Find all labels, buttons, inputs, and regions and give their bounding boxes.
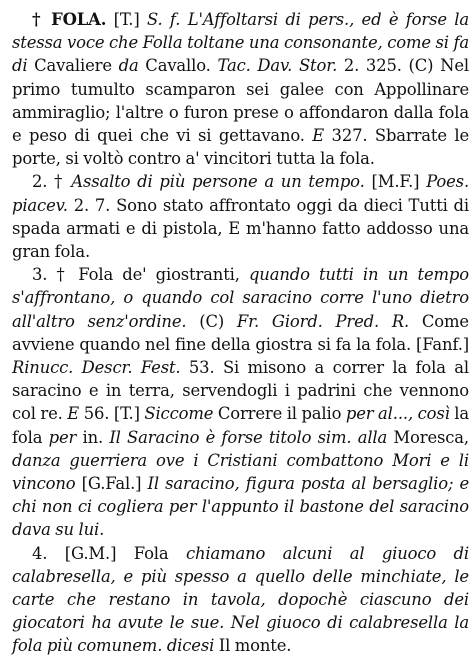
citation-text: 2. 325. (C) Nel primo tumulto scamparon sei galee con Appollinare ammiraglio; l'altre o furon prese o affondaron dalla fola e peso di quei che vi si gettavano. bbox=[12, 56, 469, 146]
citation-text: 2. 7. Sono stato affrontato oggi da dieci Tutti di spada armati e di pistola, E m'hanno fatto addosso una gran fola. bbox=[12, 195, 469, 262]
entry-sense-1: † FOLA. [T.] S. f. L'Affoltarsi di pers., ed è forse la stessa voce che Folla toltane una consonante, come si fa di Cavaliere da Cavallo. Tac. Dav. Stor. 2. 325. (C) Nel primo tumulto scamparon sei galee con Appollinare ammiraglio; l'altre o furon prese o affondaron dalla fola e peso di quei che vi si gettavano. E 327. Sbarrate le porte, si voltò contro a' vincitori tutta la fola. bbox=[12, 10, 469, 169]
citation-source: Tac. Dav. Stor. bbox=[217, 56, 338, 76]
sense-definition: S. f. L'Affoltarsi di pers., ed è forse la stessa voce che Folla toltane una consonante, come si fa di bbox=[12, 10, 469, 76]
citation-source: E bbox=[67, 404, 80, 424]
entry-sense-3: 3. † Fola de' giostranti, quando tutti in un tempo s'affrontano, o quando col saracino corre l'uno dietro all'altro senz'ordine. (C) Fr. Giord. Pred. R. Come avviene quando nel fine della giostra si fa la fola. [Fanf.] Rinucc. Descr. Fest. 53. Si misono a correr la fola al saracino e in terra, servendogli i padrini che vennono col re. E 56. [T.] Siccome Correre il palio per al..., così la fola per in. Il Saracino è forse titolo sim. alla Moresca, danza guerriera ove i Cristiani combattono Mori e li vincono [G.Fal.] Il saracino, figura posta al bersaglio; e chi non ci cogliera per l'appunto il bastone del saracino dava su lui. bbox=[12, 265, 470, 540]
citation-source: Fr. Giord. Pred. R. bbox=[236, 311, 410, 331]
entry-sense-4: 4. [G.M.] Fola chiamano alcuni al giuoco di calabresella, e più spesso a quello delle minchiate, le carte che restano in tavola, dopochè ciascuno dei giocatori ha avute le sue. Nel giuoco di calabresella la fola più comunem. dicesi Il monte. bbox=[12, 543, 469, 656]
citation-text: 327. Sbarrate le porte, si voltò contro a' vincitori tutta la fola. bbox=[12, 126, 469, 169]
source-tag: [T.] bbox=[106, 10, 147, 29]
citation-text: Come avviene quando nel fine della giostra si fa la fola. [Fanf.] bbox=[12, 311, 469, 354]
citation-source: Poes. piacev. bbox=[12, 172, 470, 215]
sense-definition: chiamano alcuni al giuoco di calabresella, e più spesso a quello delle minchiate, le carte che restano in tavola, dopochè ciascuno dei giocatori ha avute le sue. Nel giuoco di calabresella la fola più comunem. dicesi bbox=[12, 543, 469, 656]
sense-number: 3. † Fola de' giostranti, bbox=[32, 265, 249, 285]
entry-sense-2 bbox=[12, 170, 469, 263]
citation-source: E bbox=[312, 126, 325, 146]
citation-text: 53. Si misono a correr la fola al saracino e in terra, servendogli i padrini che vennono col re. bbox=[12, 358, 470, 424]
sense-number: 4. [G.M.] Fola bbox=[32, 543, 186, 563]
sense-definition: quando tutti in un tempo s'affrontano, o quando col saracino corre l'uno dietro all'altro senz'ordine. bbox=[12, 265, 469, 331]
citation-source: Rinucc. Descr. Fest. bbox=[12, 358, 181, 378]
sense-number: 2. † bbox=[32, 172, 72, 192]
entry-headword: † FOLA. bbox=[32, 10, 107, 29]
source-tag: [G.Fal.] bbox=[75, 474, 148, 494]
source-tag: [M.F.] bbox=[364, 172, 427, 192]
sense-definition: Assalto di più persone a un tempo. bbox=[71, 172, 365, 192]
